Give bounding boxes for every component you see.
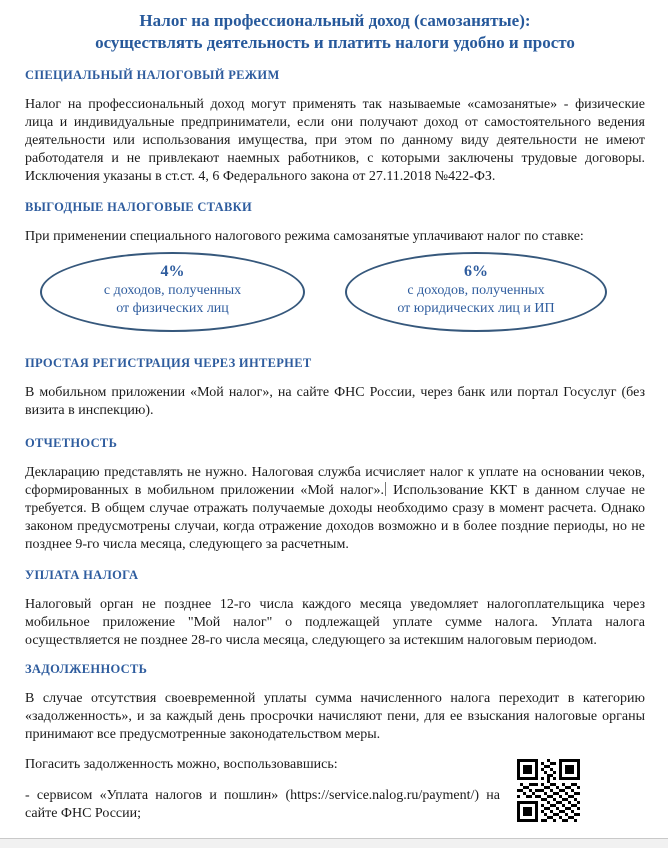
page-title-line1: Налог на профессиональный доход (самозанятые):	[139, 11, 531, 30]
paragraph-special-regime: Налог на профессиональный доход могут применять так называемые «самозанятые» - физические лица и индивидуальные предприниматели, если они получают доход от самостоятельного ведения деятельности или использования имущества, при этом по данному виду деятельности не имеют работодателя и не привлекают наемных работников, с которыми заключены трудовые договоры. Исключения указаны в ст.ст. 4, 6 Федерального закона от 27.11.2018 №422-ФЗ.	[25, 97, 645, 184]
paragraph-reporting-part1: Декларацию представлять не нужно. Налоговая служба исчисляет налог к уплате на основании чеков, сформированных в мобильном приложении «Мой налог».	[25, 465, 645, 498]
rate-label-individuals-line1: с доходов, полученных	[103, 283, 242, 298]
paragraph-rates-intro: При применении специального налогового режима самозанятые уплачивают налог по ставке:	[25, 229, 584, 244]
paragraph-reporting-part2: Использование ККТ в данном случае не требуется. В общем случае отражать получаемые доходы необходимо сразу в момент расчета. Однако законом предусмотрены случаи, когда отражение доходов возможно и в более поздние периоды, но не позднее 9-го числа месяца, следующего за расчетным.	[25, 483, 645, 552]
rate-label-legal-entities	[397, 282, 554, 318]
rate-label-legal-entities-line2: от юридических лиц и ИП	[397, 301, 555, 316]
paragraph-debt: В случае отсутствия своевременной уплаты сумма начисленного налога переходит в категорию «задолженность», и за каждый день просрочки начисляют пени, для ее взыскания налоговые органы принимают все предусмотренные законодательством меры.	[25, 691, 645, 742]
rate-ellipse-legal-entities	[345, 252, 607, 332]
paragraph-payment: Налоговый орган не позднее 12-го числа каждого месяца уведомляет налогоплательщика через мобильное приложение "Мой налог" о подлежащей уплате сумме налога. Уплата налога осуществляется не позднее 28-го числа месяца, следующего за истекшим налоговым периодом.	[25, 597, 645, 648]
heading-rates: ВЫГОДНЫЕ НАЛОГОВЫЕ СТАВКИ	[25, 200, 253, 214]
page-title	[25, 10, 645, 54]
heading-special-regime: СПЕЦИАЛЬНЫЙ НАЛОГОВЫЙ РЕЖИМ	[25, 68, 280, 82]
window-bottom-edge	[0, 838, 668, 848]
rate-value-legal-entities: 6%	[464, 263, 488, 280]
paragraph-reporting	[25, 464, 645, 554]
paragraph-payoff-intro: Погасить задолженность можно, воспользовавшись:	[25, 757, 338, 772]
rate-value-individuals: 4%	[160, 263, 185, 280]
heading-payment: УПЛАТА НАЛОГА	[25, 568, 139, 582]
text-cursor	[385, 482, 386, 496]
page-title-line2: осуществлять деятельность и платить налоги удобно и просто	[95, 33, 575, 52]
rate-ellipse-individuals	[40, 252, 305, 332]
tax-rates-row	[25, 252, 645, 332]
rate-label-legal-entities-line1: с доходов, полученных	[407, 283, 545, 298]
qr-code	[517, 759, 580, 822]
rate-label-individuals	[104, 282, 241, 318]
heading-debt: ЗАДОЛЖЕННОСТЬ	[25, 662, 148, 676]
rate-label-individuals-line2: от физических лиц	[116, 301, 229, 316]
paragraph-payoff-item: - сервисом «Уплата налогов и пошлин» (https://service.nalog.ru/payment/) на сайте ФНС России;	[25, 788, 500, 821]
heading-registration: ПРОСТАЯ РЕГИСТРАЦИЯ ЧЕРЕЗ ИНТЕРНЕТ	[25, 356, 312, 370]
paragraph-registration: В мобильном приложении «Мой налог», на сайте ФНС России, через банк или портал Госуслуг (без визита в инспекцию).	[25, 385, 645, 418]
heading-reporting: ОТЧЕТНОСТЬ	[25, 436, 118, 450]
